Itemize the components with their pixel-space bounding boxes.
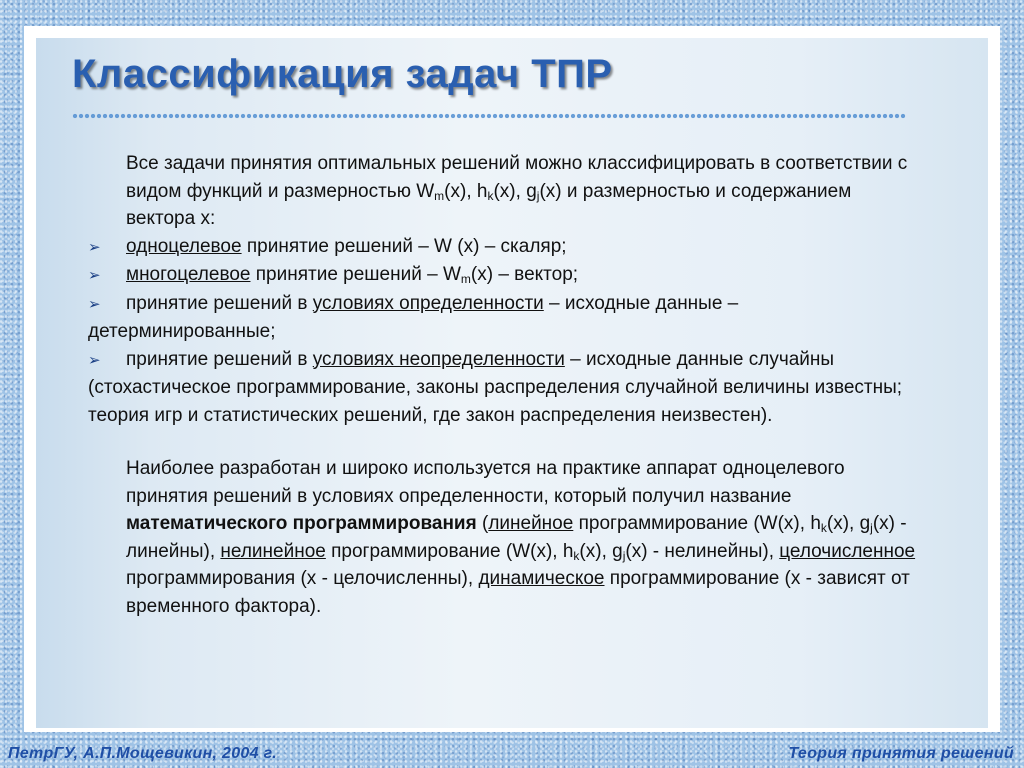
p2-text: ( [476, 513, 489, 534]
term-integer: целочисленное [779, 540, 916, 562]
intro-x3: (x) и размерностью и содержанием вектора x: [126, 180, 852, 229]
slide-body [88, 150, 918, 620]
bullet-item-single-goal [88, 233, 918, 262]
intro-text: Все задачи принятия оптимальных решений можно классифицировать в соответствии с видом функций и размерностью [126, 153, 908, 202]
p2-sub-k: k [573, 548, 580, 563]
slide-title: Классификация задач ТПР [72, 52, 613, 96]
p2-text: (x) - нелинейны), [625, 540, 780, 562]
term-math-programming: математического программирования [126, 513, 477, 534]
p2-sub-k: k [820, 521, 827, 535]
bullet-text: принятие решений в [126, 292, 313, 314]
intro-w: W [416, 180, 435, 202]
footer-course-title: Теория принятия решений [788, 745, 1014, 762]
bullet-text: принятие решений – W [250, 264, 461, 285]
bullet-text: принятие решений – W (x) – скаляр; [241, 235, 567, 257]
intro-sub-j: j [536, 188, 540, 203]
bullet-text: (x) – вектор; [470, 264, 579, 285]
bullet-text: – исходные данные – детерминированные; [88, 292, 739, 342]
intro-paragraph [88, 150, 918, 233]
intro-sub-k: k [487, 188, 494, 203]
p2-text: (x) - линейны), [126, 513, 907, 562]
term-nonlinear: нелинейное [220, 540, 326, 562]
bullet-item-certainty [88, 290, 918, 346]
p2-text: Наиболее разработан и широко используется на практике аппарат одноцелевого принятия решений в условиях определенности, который получил название [126, 458, 845, 507]
arrow-right-icon: ➢ [88, 267, 101, 284]
p2-text: программирования (x - целочисленны), [126, 568, 479, 589]
intro-x2: (x), [493, 180, 527, 202]
term-single-goal: одноцелевое [126, 235, 242, 257]
arrow-right-icon: ➢ [88, 295, 101, 313]
term-uncertainty: условиях неопределенности [312, 348, 565, 370]
intro-x1: (x), [444, 180, 477, 202]
title-divider [72, 113, 906, 119]
paragraph-gap [88, 429, 918, 455]
term-linear: линейное [488, 513, 574, 534]
arrow-right-icon: ➢ [88, 351, 101, 369]
term-dynamic: динамическое [478, 568, 605, 589]
intro-g: g [526, 180, 537, 202]
p2-sub-j: j [622, 548, 626, 563]
p2-text: программирование (x - зависят от временного фактора). [126, 568, 910, 617]
p2-text: (x), g [826, 513, 871, 534]
term-certainty: условиях определенности [312, 292, 544, 314]
intro-sub-m: m [434, 188, 445, 203]
bullet-item-uncertainty [88, 346, 918, 430]
bullet-text: принятие решений в [126, 348, 313, 370]
arrow-right-icon: ➢ [88, 238, 101, 256]
p2-text: программирование (W(x), h [573, 513, 821, 534]
math-programming-paragraph [88, 455, 918, 620]
intro-h: h [476, 180, 488, 202]
footer-author: ПетрГУ, А.П.Мощевикин, 2004 г. [8, 745, 277, 762]
p2-sub-j: j [870, 521, 873, 535]
p2-text: (x), g [579, 540, 623, 562]
bullet-item-multi-goal [88, 261, 918, 290]
term-multi-goal: многоцелевое [126, 264, 251, 285]
bullet-sub-m: m [460, 272, 471, 286]
bullet-text: – исходные данные случайны (стохастическое программирование, законы распределения случайной величины известны; теория игр и статистических решений, где закон распределения неизвестен). [88, 348, 903, 426]
p2-text: программирование (W(x), h [325, 540, 574, 562]
